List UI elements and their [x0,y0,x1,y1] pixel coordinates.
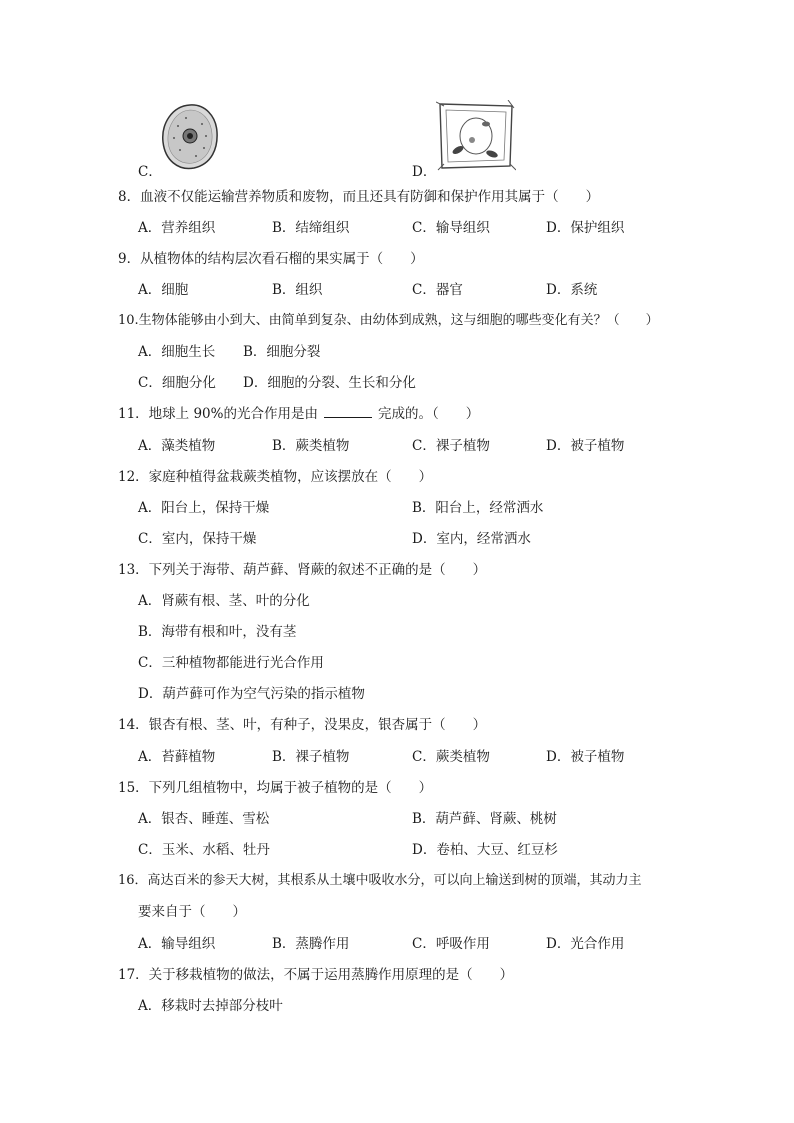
q14-option-a: A．苔藓植物 [138,749,216,765]
q9-option-a: A．细胞 [138,282,189,298]
q16-option-a: A．输导组织 [138,936,216,952]
question-8-stem: 8．血液不仅能运输营养物质和废物，而且还具有防御和保护作用其属于（ ） [118,189,600,205]
q11-option-b: B．蕨类植物 [272,438,350,454]
question-16-stem-line1: 16．高达百米的参天大树，其根系从土壤中吸收水分，可以向上输送到树的顶端，其动力主 [118,873,642,888]
q10-option-b: B．细胞分裂 [243,344,321,360]
q16-option-c: C．呼吸作用 [412,936,490,952]
q10-option-a: A．细胞生长 [138,344,216,360]
q17-option-a: A．移栽时去掉部分枝叶 [138,998,283,1014]
question-11-stem [118,405,479,423]
q13-option-c: C．三种植物都能进行光合作用 [138,655,324,671]
q12-option-b: B．阳台上，经常洒水 [412,500,544,516]
q12-option-c: C．室内，保持干燥 [138,531,257,547]
q11-stem-before: 11．地球上 90%的光合作用是由 [118,406,318,422]
q8-option-a: A．营养组织 [138,220,216,236]
question-15-stem: 15．下列几组植物中，均属于被子植物的是（ ） [118,780,433,796]
q11-option-d: D．被子植物 [546,438,625,454]
q10-option-c: C．细胞分化 [138,375,216,391]
option-c-label: C． [138,164,162,180]
q14-option-c: C．蕨类植物 [412,749,490,765]
q13-option-a: A．肾蕨有根、茎、叶的分化 [138,593,310,609]
question-10-stem: 10.生物体能够由小到大、由简单到复杂、由幼体到成熟，这与细胞的哪些变化有关？（ ） [118,313,659,328]
q10-option-d: D．细胞的分裂、生长和分化 [243,375,416,391]
question-12-stem: 12．家庭种植得盆栽蕨类植物，应该摆放在（ ） [118,469,433,485]
q8-option-d: D．保护组织 [546,220,625,236]
option-d-label: D． [412,164,437,180]
q15-option-a: A．银杏、睡莲、雪松 [138,811,270,827]
q13-option-d: D．葫芦藓可作为空气污染的指示植物 [138,686,365,702]
q15-option-b: B．葫芦藓、肾蕨、桃树 [412,811,557,827]
q15-option-c: C．玉米、水稻、牡丹 [138,842,270,858]
q12-option-d: D．室内，经常洒水 [412,531,531,547]
plant-cell-image [436,100,516,172]
q15-option-d: D．卷柏、大豆、红豆杉 [412,842,558,858]
q16-option-b: B．蒸腾作用 [272,936,350,952]
q8-option-b: B．结缔组织 [272,220,350,236]
question-13-stem: 13．下列关于海带、葫芦藓、肾蕨的叙述不正确的是（ ） [118,562,487,578]
q8-option-c: C．输导组织 [412,220,490,236]
q14-option-d: D．被子植物 [546,749,625,765]
q9-option-b: B．组织 [272,282,323,298]
q9-option-c: C．器官 [412,282,463,298]
figure-row [0,96,794,178]
question-9-stem: 9．从植物体的结构层次看石榴的果实属于（ ） [118,251,424,267]
question-17-stem: 17．关于移栽植物的做法，不属于运用蒸腾作用原理的是（ ） [118,967,514,983]
q13-option-b: B．海带有根和叶，没有茎 [138,624,297,640]
q11-option-a: A．藻类植物 [138,438,216,454]
q16-option-d: D．光合作用 [546,936,625,952]
question-16-stem-line2: 要来自于（ ） [138,904,246,920]
question-14-stem: 14．银杏有根、茎、叶，有种子，没果皮，银杏属于（ ） [118,717,487,733]
q12-option-a: A．阳台上，保持干燥 [138,500,270,516]
q9-option-d: D．系统 [546,282,598,298]
q11-option-c: C．裸子植物 [412,438,490,454]
animal-cell-image [160,102,220,172]
q14-option-b: B．裸子植物 [272,749,350,765]
q11-stem-after: 完成的。（ ） [377,406,480,422]
q11-answer-blank [324,405,372,418]
